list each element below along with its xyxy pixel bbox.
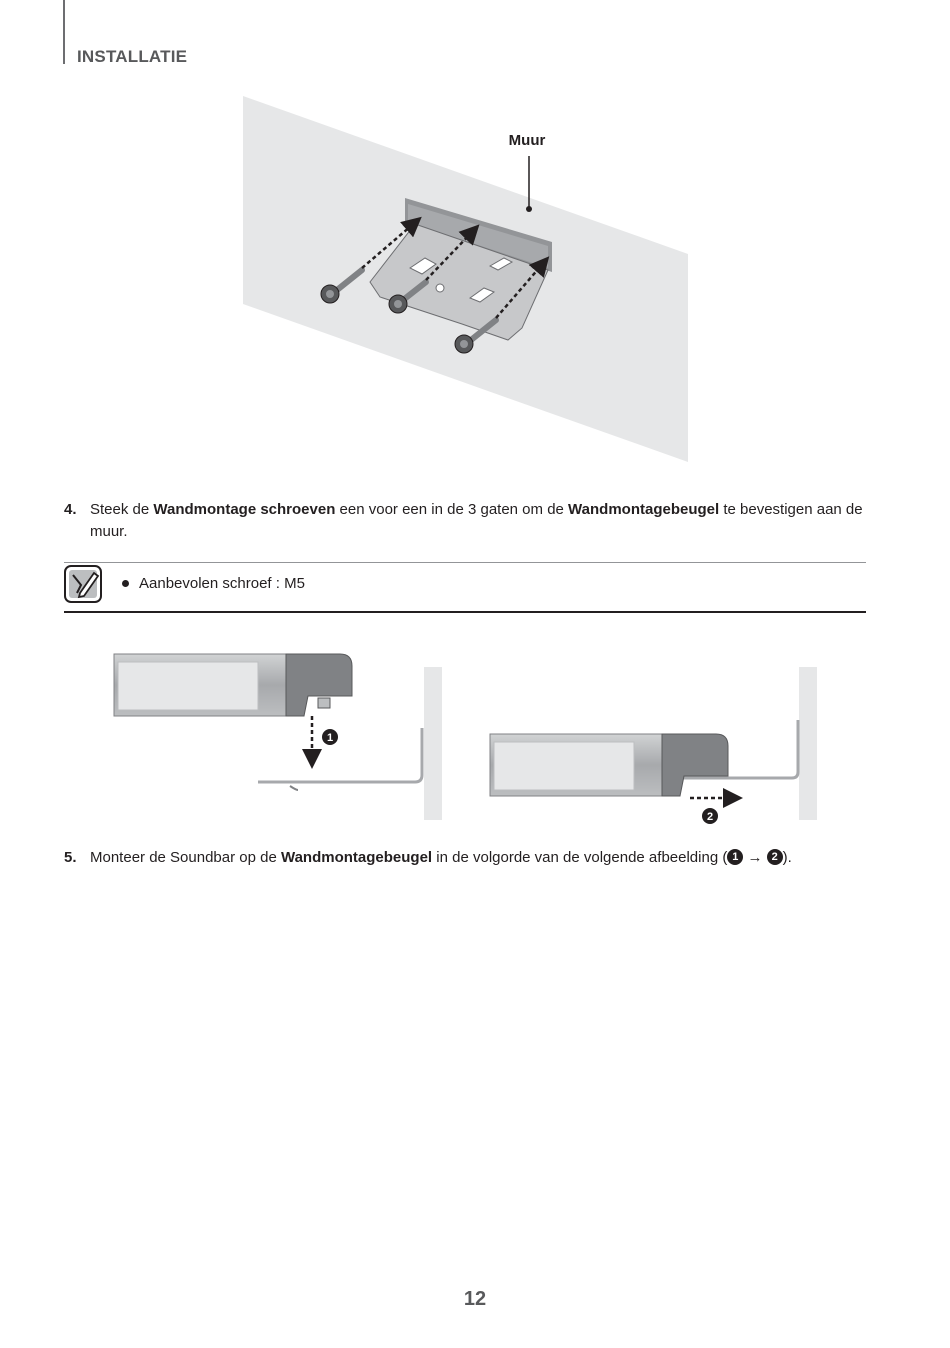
bullet — [122, 580, 129, 587]
step-number: 4. — [64, 501, 77, 518]
step-5 — [64, 847, 864, 869]
note-box — [64, 562, 866, 613]
wall-strip-right — [799, 667, 817, 820]
step-4 — [64, 499, 864, 543]
callout-2-inline: 2 — [767, 849, 783, 865]
section-rule — [63, 0, 65, 64]
callout-1: 1 — [326, 732, 334, 744]
note-pencil-icon — [64, 565, 102, 603]
wall-strip-left — [424, 667, 442, 820]
wall-label: Muur — [508, 132, 546, 149]
step-text: Steek de Wandmontage schroeven een voor een in de 3 gaten om de Wandmontagebeugel te bevestigen aan de muur. — [90, 501, 863, 540]
section-title: INSTALLATIE — [77, 47, 188, 66]
soundbar-mounting-illustration — [110, 640, 825, 830]
note-item: Aanbevolen schroef : M5 — [122, 575, 305, 592]
callout-1-inline: 1 — [727, 849, 743, 865]
step-number: 5. — [64, 849, 77, 866]
step-text: Monteer de Soundbar op de Wandmontagebeugel in de volgorde van de volgende afbeelding ( 1 → 2 ). — [90, 849, 792, 866]
step-2-view — [490, 667, 817, 824]
step-1-view — [114, 654, 442, 820]
callout-2: 2 — [706, 811, 714, 823]
page-number: 12 — [463, 1288, 487, 1310]
wall-bracket-illustration — [240, 92, 692, 464]
